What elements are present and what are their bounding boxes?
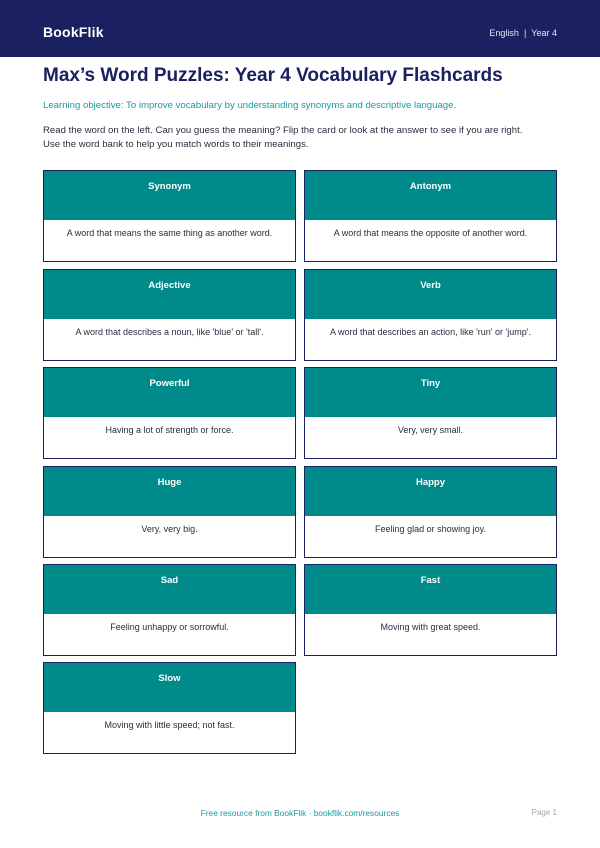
learning-objective: Learning objective: To improve vocabulary by understanding synonyms and descriptive language. bbox=[43, 100, 457, 111]
flashcard-word: Synonym bbox=[44, 171, 295, 220]
flashcard-word: Fast bbox=[305, 565, 556, 614]
flashcard-meaning: Very, very small. bbox=[397, 425, 464, 435]
flashcard-meaning: Very, very big. bbox=[141, 524, 198, 534]
instructions-line-2: Use the word bank to help you match words to their meanings. bbox=[43, 138, 309, 150]
instructions bbox=[43, 124, 563, 151]
flashcard-meaning: Feeling glad or showing joy. bbox=[375, 524, 486, 534]
top-bar bbox=[0, 0, 600, 57]
footer-credit[interactable]: Free resource from BookFlik · bookflik.com/resources bbox=[200, 808, 400, 818]
flashcard-meaning: Moving with great speed. bbox=[380, 622, 481, 632]
flashcard-word: Powerful bbox=[44, 368, 295, 417]
flashcard-word: Verb bbox=[305, 270, 556, 319]
page-number: Page 1 bbox=[531, 808, 557, 817]
flashcard[interactable] bbox=[43, 269, 296, 361]
flashcard-word: Slow bbox=[44, 663, 295, 712]
flashcard-meaning: A word that describes a noun, like 'blue' or 'tall'. bbox=[75, 327, 264, 337]
year-label: Year 4 bbox=[531, 28, 557, 38]
page-title: Max’s Word Puzzles: Year 4 Vocabulary Flashcards bbox=[43, 65, 503, 86]
flashcard-word: Tiny bbox=[305, 368, 556, 417]
subject-label: English bbox=[489, 28, 519, 38]
instructions-line-1: Read the word on the left. Can you guess the meaning? Flip the card or look at the answer to see if you are right. bbox=[43, 125, 523, 136]
flashcard[interactable] bbox=[43, 466, 296, 558]
flashcard-meaning: Feeling unhappy or sorrowful. bbox=[110, 622, 229, 632]
flashcard-meaning: Having a lot of strength or force. bbox=[105, 425, 234, 435]
flashcard-meaning: A word that describes an action, like 'run' or 'jump'. bbox=[330, 327, 531, 337]
flashcard-word: Adjective bbox=[44, 270, 295, 319]
flashcard-word: Huge bbox=[44, 467, 295, 516]
flashcard[interactable] bbox=[304, 367, 557, 459]
flashcard[interactable] bbox=[304, 466, 557, 558]
flashcard[interactable] bbox=[304, 564, 557, 656]
flashcard-word: Happy bbox=[305, 467, 556, 516]
flashcard[interactable] bbox=[304, 170, 557, 262]
flashcard-meaning: A word that means the opposite of another word. bbox=[333, 228, 528, 238]
flashcard[interactable] bbox=[43, 367, 296, 459]
flashcard[interactable] bbox=[43, 662, 296, 754]
flashcard-meaning: Moving with little speed; not fast. bbox=[104, 720, 235, 730]
flashcard-word: Antonym bbox=[305, 171, 556, 220]
flashcard[interactable] bbox=[43, 564, 296, 656]
flashcard[interactable] bbox=[43, 170, 296, 262]
flashcard-meaning: A word that means the same thing as another word. bbox=[66, 228, 273, 238]
flashcard[interactable] bbox=[304, 269, 557, 361]
meta-separator: | bbox=[523, 28, 527, 38]
brand-logo[interactable]: BookFlik bbox=[43, 24, 104, 40]
subject-year-label bbox=[489, 27, 557, 39]
flashcard-word: Sad bbox=[44, 565, 295, 614]
